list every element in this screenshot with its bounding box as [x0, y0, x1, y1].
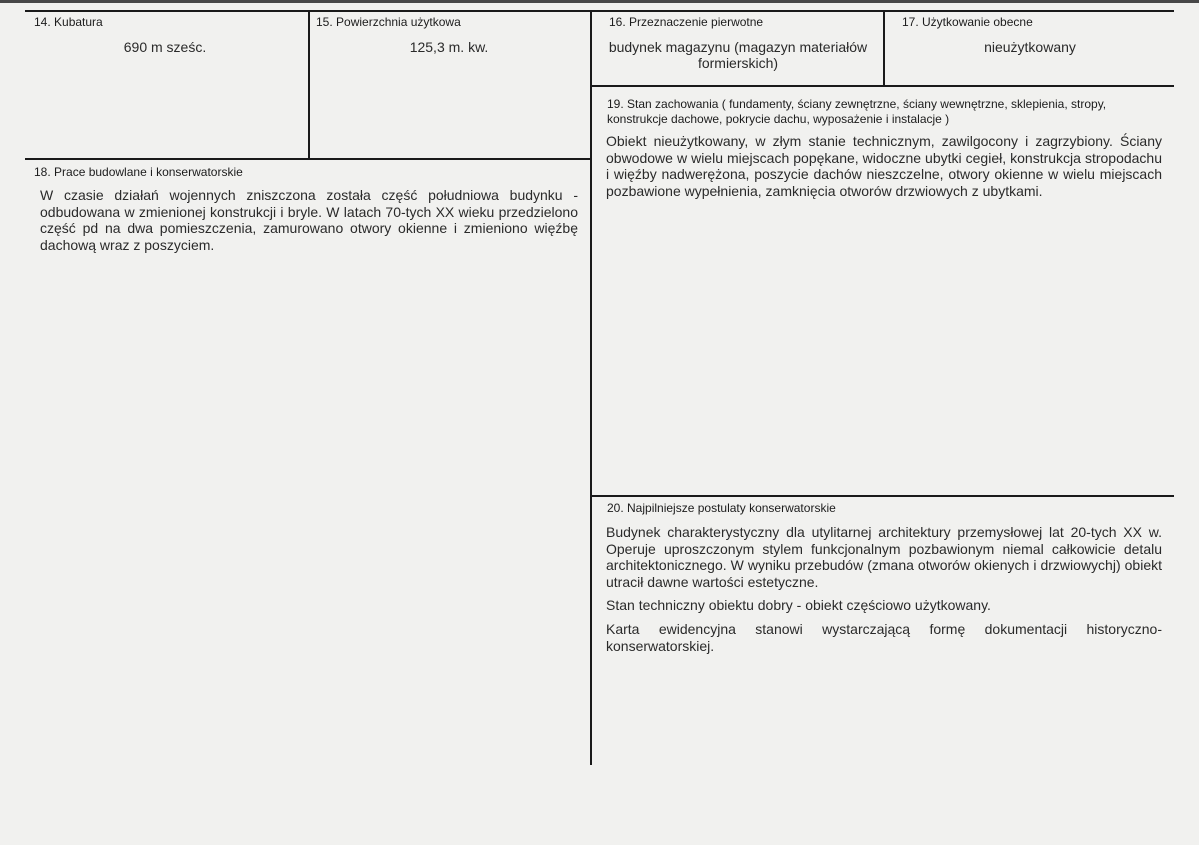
rule-center [590, 10, 592, 765]
field-20-paragraph-1: Budynek charakterystyczny dla utylitarnej architektury przemysłowej lat 20-tych XX w. Operuje uproszczonym stylem funkcjonalnym pozbawionym niemal całkowicie detalu architektonicznego. W wyniku przebudów (zmana otworów okienych i drzwiowychj) obiekt utracił dawne wartości estetyczne. [606, 524, 1162, 590]
field-17-value: nieużytkowany [984, 39, 1076, 55]
field-17-label: 17. Użytkowanie obecne [902, 15, 1033, 29]
top-edge-border [0, 0, 1199, 3]
rule-top [25, 10, 1174, 12]
field-14-label: 14. Kubatura [34, 15, 103, 29]
field-15-label: 15. Powierzchnia użytkowa [316, 15, 461, 29]
field-19-label: 19. Stan zachowania ( fundamenty, ściany zewnętrzne, ściany wewnętrzne, sklepienia, stropy, konstrukcje dachowe, pokrycie dachu, wyposażenie i instalacje ) [607, 97, 1107, 126]
field-20-paragraph-2: Stan techniczny obiektu dobry - obiekt częściowo użytkowany. [606, 597, 991, 613]
rule-under-16-17 [591, 85, 1174, 87]
field-19-text: Obiekt nieużytkowany, w złym stanie technicznym, zawilgocony i zagrzybiony. Ściany obwodowe w wielu miejscach popękane, widoczne ubytki cegieł, konstrukcja stropodachu i więźby nadwerężona, poszycie dachów nieszczelne, otwory okienne w wielu miejscach pozbawione wypełnienia, zamknięcia otworów drzwiowych z ubytkami. [606, 133, 1162, 199]
field-20-label: 20. Najpilniejsze postulaty konserwatorskie [607, 501, 836, 515]
rule-under-19 [591, 495, 1174, 497]
field-16-value: budynek magazynu (magazyn materiałów formierskich) [608, 39, 868, 71]
rule-divider-16-17 [883, 10, 885, 86]
field-15-value: 125,3 m. kw. [409, 39, 489, 55]
rule-divider-14-15 [308, 10, 310, 159]
rule-under-14-15 [25, 158, 591, 160]
field-18-text: W czasie działań wojennych zniszczona została część południowa budynku - odbudowana w zmienionej konstrukcji i bryle. W latach 70-tych XX wieku przedzielono część pd na dwa pomieszczenia, zamurowano otwory okienne i zmieniono więźbę dachową wraz z poszyciem. [40, 187, 578, 253]
field-18-label: 18. Prace budowlane i konserwatorskie [34, 165, 243, 179]
field-20-paragraph-3: Karta ewidencyjna stanowi wystarczającą formę dokumentacji historyczno-konserwatorskiej. [606, 621, 1162, 654]
field-14-value: 690 m sześc. [123, 39, 207, 55]
field-16-label: 16. Przeznaczenie pierwotne [609, 15, 764, 29]
